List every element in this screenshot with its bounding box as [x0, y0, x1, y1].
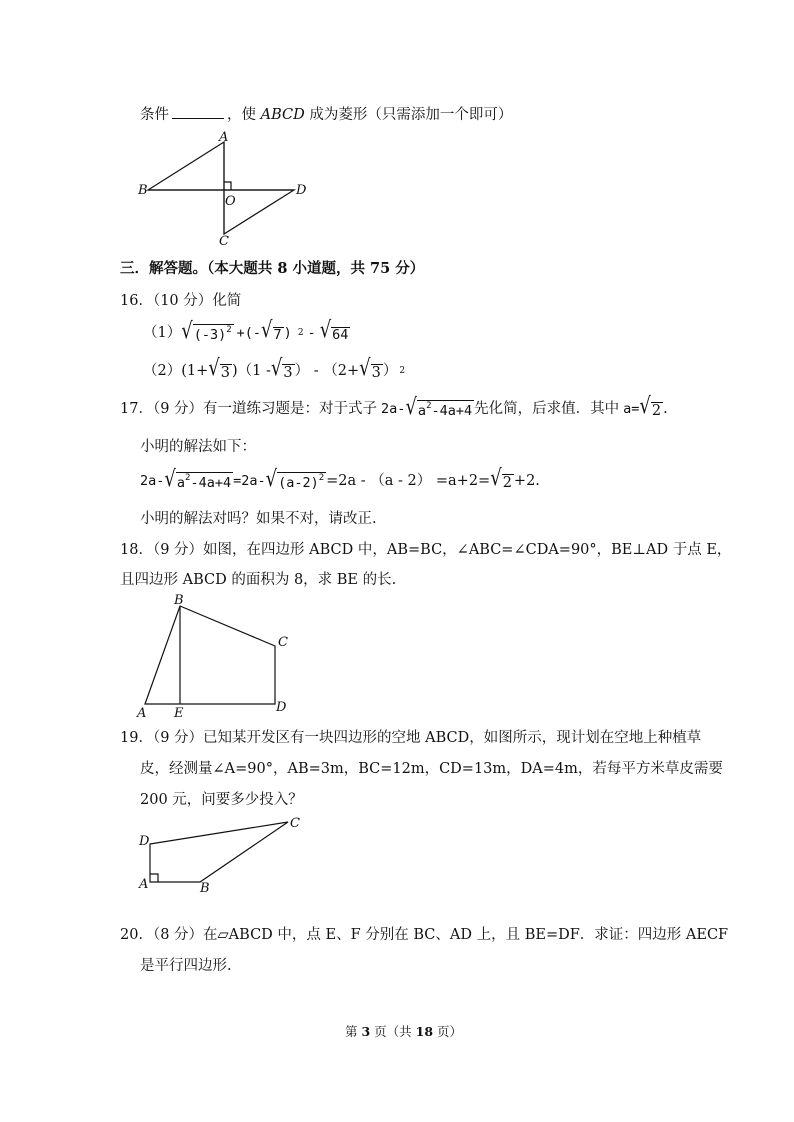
section-heading: 三．解答题。（本大题共 8 小道题，共 75 分） [120, 260, 425, 277]
q19-line2: 皮，经测量∠A=90°，AB=3m，BC=12m，CD=13m，DA=4m，若每平方米草皮需要 [140, 761, 723, 777]
q16-head: 16．（10 分）化简 [120, 293, 242, 309]
rhombus-figure [130, 130, 320, 250]
answer-blank[interactable] [172, 106, 224, 119]
q18-line2: 且四边形 ABCD 的面积为 8，求 BE 的长. [120, 572, 397, 588]
label-a: A [139, 877, 149, 892]
label-d: D [139, 834, 150, 849]
label-a: A [137, 706, 147, 721]
label-b: B [138, 183, 148, 198]
q19-line1: 19．（9 分）已知某开发区有一块四边形的空地 ABCD，如图所示，现计划在空地上种植草 [120, 730, 702, 746]
page-footer: 第 3 页（共 18 页） [345, 1024, 463, 1039]
q20-line2: 是平行四边形. [140, 958, 232, 974]
q16-part1: （1） √ $(-3)^2$ +(- √ 7 ) 2 - √ 64 [143, 317, 349, 344]
label-c: C [278, 635, 288, 650]
label-d: D [276, 700, 287, 715]
label-c: C [219, 234, 229, 249]
q17-head: 17．（9 分）有一道练习题是：对于式子 2a- √ $a^2-4a+4$ 先化简，后求值．其中 a= √ 2 . [120, 393, 668, 420]
q15-line: 条件 ，使 ABCD 成为菱形（只需添加一个即可） [140, 107, 513, 123]
q17-solution: 2a- √ $a^2-4a+4$ =2a- √ $(a-2)^2$ =2a - （a - 2） =a+2= √ 2 +2. [140, 465, 540, 492]
q19-line3: 200 元，问要多少投入？ [140, 792, 303, 808]
label-a: A [219, 130, 229, 145]
label-c: C [290, 816, 300, 831]
q18-line1: 18．（9 分）如图，在四边形 ABCD 中，AB=BC，∠ABC=∠CDA=90°，BE⊥AD 于点 E， [120, 542, 732, 558]
quadrilateral-figure-q19 [130, 812, 330, 892]
sqrt-3: √ 64 [319, 317, 349, 344]
sqrt-2: √ 7 [261, 317, 282, 344]
label-b: B [200, 881, 210, 892]
sqrt-1: √ $(-3)^2$ [181, 317, 232, 344]
label-e: E [174, 706, 184, 721]
q17-line4: 小明的解法对吗？如果不对，请改正. [140, 511, 377, 527]
q17-line2: 小明的解法如下： [140, 439, 256, 455]
label-b: B [174, 593, 184, 608]
label-d: D [296, 183, 307, 198]
label-o: O [225, 194, 236, 209]
quadrilateral-figure-q18 [135, 592, 305, 722]
q20-line1: 20．（8 分）在▱ABCD 中，点 E、F 分别在 BC、AD 上，且 BE=DF．求证：四边形 AECF [120, 927, 729, 943]
q16-part2: （2） (1+ √ 3 )（1 - √ 3 ） - （2+ √ 3 ） 2 [143, 355, 406, 382]
